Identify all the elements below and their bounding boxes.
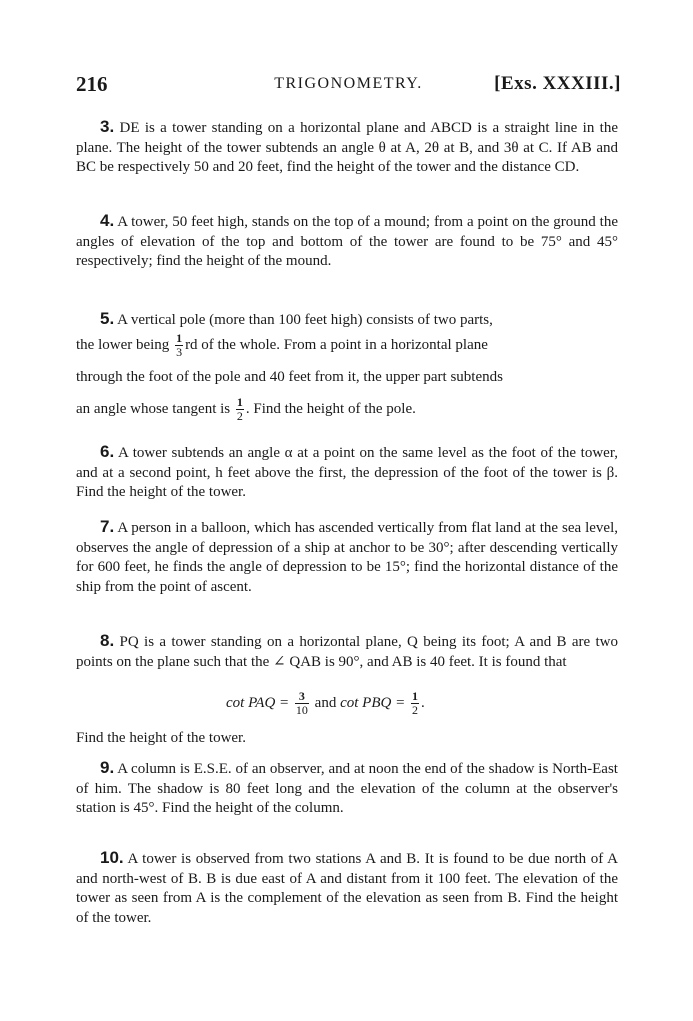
exercise-number: 9. xyxy=(100,758,115,777)
exercise-reference: [Exs. XXXIII.] xyxy=(494,73,621,94)
exercise-text: DE is a tower standing on a horizontal plane and ABCD is a straight line in the plane. The height of the tower subtends an angle θ at A, 2θ at B, and 3θ at C. If AB and BC be respectively 50 and 20 feet, find the height of the tower and the distance CD. xyxy=(76,120,618,176)
exercise-number: 6. xyxy=(100,442,115,461)
exercise-3 xyxy=(76,117,618,178)
fraction-one-half: $\frac{1}{2}$ xyxy=(236,395,243,423)
exercise-8 xyxy=(76,631,618,672)
page-header xyxy=(76,72,621,100)
exercise-8-question: Find the height of the tower. xyxy=(76,730,246,746)
exercise-4 xyxy=(76,211,618,272)
exercise-5-line-1: 5. A vertical pole (more than 100 feet high) consists of two parts, xyxy=(100,309,493,328)
exercise-text: A tower is observed from two stations A and B. It is found to be due north of A and north-west of B. B is due east of A and distant from it 100 feet. The elevation of the tower as seen from A is the complement of the elevation as seen from B. Find the height of the tower. xyxy=(76,851,618,926)
exercise-5-line-2: the lower being $\frac{1}{3}$ rd of the whole. From a point in a horizontal plane xyxy=(76,331,488,359)
exercise-number: 7. xyxy=(100,517,115,536)
exercise-6 xyxy=(76,442,618,503)
exercise-7 xyxy=(76,517,618,597)
fraction-three-tenths: $\frac{3}{10}$ xyxy=(295,689,308,717)
exercise-text: A tower subtends an angle α at a point on the same level as the foot of the tower, and at a second point, h feet above the first, the depression of the foot of the tower is β. Find the height of the tower. xyxy=(76,445,618,501)
exercise-5-line-4: an angle whose tangent is $\frac{1}{2}$ . Find the height of the pole. xyxy=(76,395,416,423)
running-title: TRIGONOMETRY. xyxy=(274,75,423,92)
exercise-text: PQ is a tower standing on a horizontal plane, Q being its foot; A and B are two points on the plane such that the ∠ QAB is 90°, and AB is 40 feet. It is found that xyxy=(76,634,619,670)
exercise-number: 5. xyxy=(100,309,115,328)
page-number: 216 xyxy=(76,72,108,96)
exercise-10 xyxy=(76,848,618,928)
exercise-text: A column is E.S.E. of an observer, and at noon the end of the shadow is North-East of him. The shadow is 80 feet long and the elevation of the column at the observer's station is 45°. Find the height of the column. xyxy=(76,761,618,817)
exercise-number: 4. xyxy=(100,211,115,230)
exercise-number: 10. xyxy=(100,848,124,867)
fraction-one-half: $\frac{1}{2}$ xyxy=(411,689,418,717)
exercise-text: A tower, 50 feet high, stands on the top of a mound; from a point on the ground the angles of elevation of the top and bottom of the tower are found to be 75° and 45° respectively; find the height of the mound. xyxy=(76,214,618,270)
exercise-text: A person in a balloon, which has ascended vertically from flat land at the sea level, observes the angle of depression of a ship at anchor to be 30°; after descending vertically for 600 feet, he finds the angle of depression to be 15°; find the horizontal distance of the ship from the point of ascent. xyxy=(76,520,618,595)
exercise-9 xyxy=(76,758,618,819)
exercise-5-line-3: through the foot of the pole and 40 feet from it, the upper part subtends xyxy=(76,369,503,385)
exercise-number: 8. xyxy=(100,631,115,650)
fraction-one-third: $\frac{1}{3}$ xyxy=(176,331,183,359)
cotangent-formula: cot PAQ = $\frac{3}{10}$ and cot PBQ = $\frac{1}{2}$ . xyxy=(226,689,425,717)
exercise-number: 3. xyxy=(100,117,115,136)
